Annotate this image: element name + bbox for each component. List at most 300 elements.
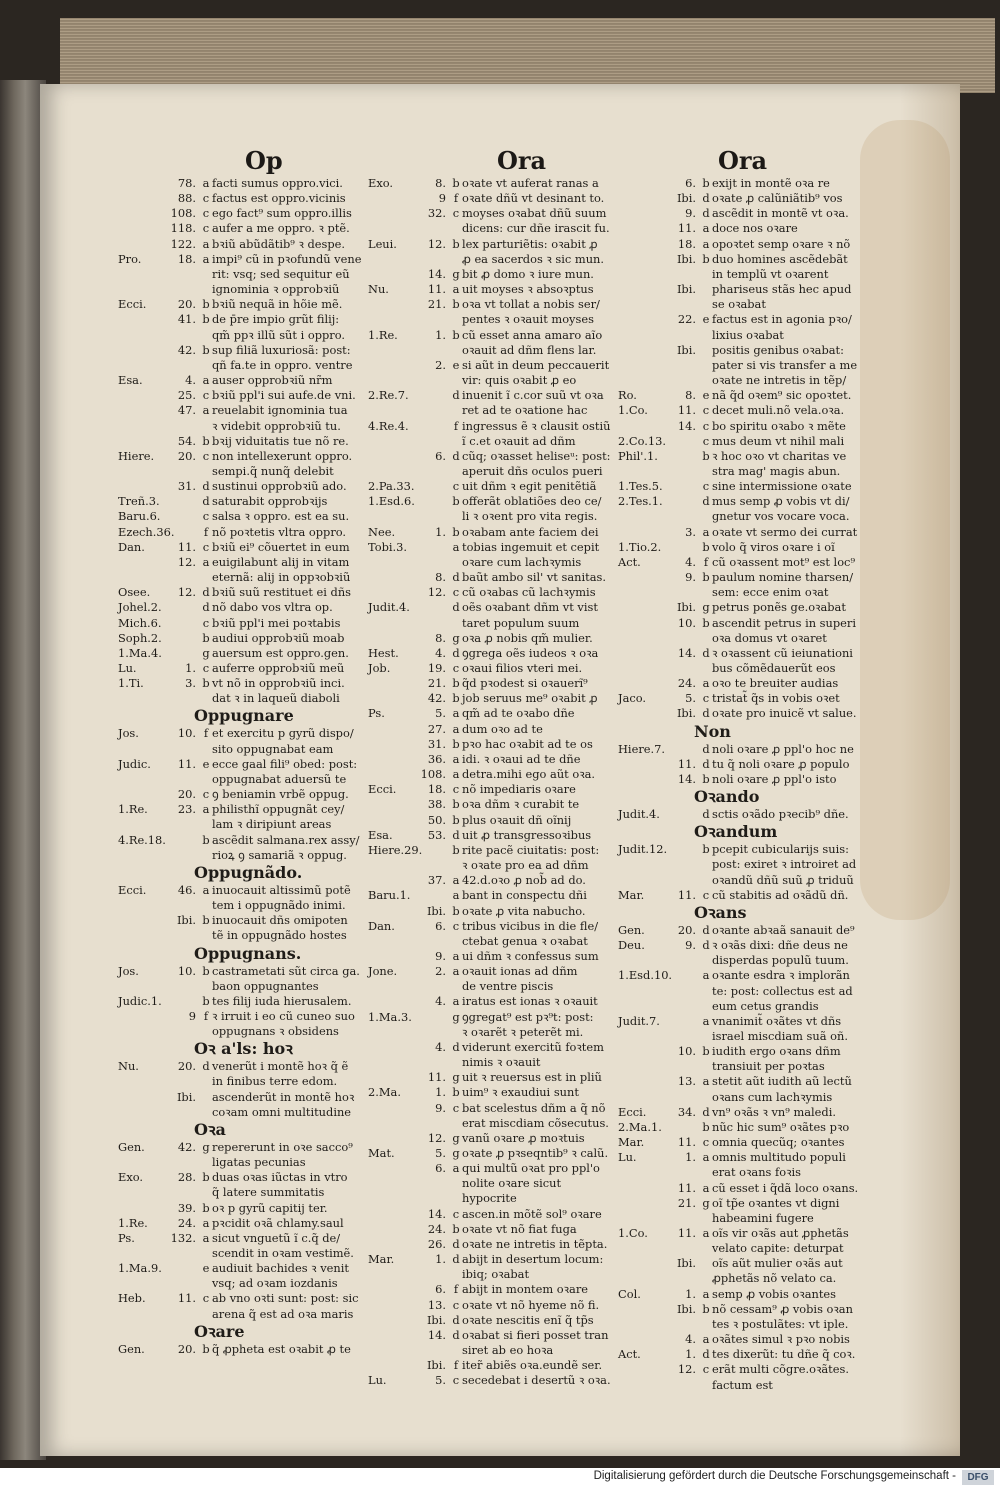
bible-book-reference <box>618 191 664 206</box>
citation-text: oꝛãtes simul ꝛ pꝛo nobis <box>712 1332 850 1347</box>
citation-text: offerãt oblatiões deo ce/ <box>462 494 602 509</box>
section-letter <box>450 1267 462 1282</box>
citation-text: nõ cessam⁹ ꝓ vobis oꝛan <box>712 1301 853 1316</box>
citation-text: ꝛ oꝛarẽt ꝛ peterẽt mi. <box>462 1024 584 1039</box>
bible-book-reference <box>368 1222 414 1237</box>
section-letter: e <box>452 357 460 372</box>
section-letter: d <box>702 938 710 953</box>
chapter-number: 13. <box>677 1074 696 1089</box>
bible-book-reference: Lu. <box>368 1373 387 1388</box>
citation-text: lixius oꝛabat <box>712 327 784 342</box>
bible-book-reference: Gen. <box>118 1341 145 1356</box>
bible-book-reference: Exo. <box>118 1170 144 1185</box>
citation-text: secedebat i desertũ ꝛ oꝛa. <box>462 1373 611 1388</box>
bible-book-reference <box>618 282 664 297</box>
bible-book-reference: Heb. <box>118 1291 146 1306</box>
bible-book-reference <box>368 297 414 312</box>
bible-book-reference <box>618 1211 664 1226</box>
bible-book-reference <box>118 691 164 706</box>
chapter-number: 37. <box>427 873 446 888</box>
chapter-number: 10. <box>177 726 196 741</box>
citation-text: velato capite: deturpat <box>712 1241 844 1256</box>
section-letter: c <box>202 206 210 221</box>
section-letter: d <box>702 1347 710 1362</box>
chapter-number: 12. <box>427 236 446 251</box>
chapter-number: 22. <box>677 312 696 327</box>
index-line <box>618 358 912 373</box>
bible-book-reference: Hiere.29. <box>368 842 423 857</box>
bible-book-reference <box>618 1181 664 1196</box>
citation-text: habeamini fugere <box>712 1210 814 1225</box>
chapter-number <box>414 494 450 509</box>
section-letter: a <box>702 221 710 236</box>
bible-book-reference <box>618 358 664 373</box>
bible-book-reference <box>368 252 414 267</box>
chapter-number: 42. <box>427 691 446 706</box>
index-line <box>618 1150 912 1165</box>
bible-book-reference: Jos. <box>118 963 139 978</box>
chapter-number: 11. <box>177 756 196 771</box>
chapter-number: 12. <box>177 585 196 600</box>
bible-book-reference <box>118 176 164 191</box>
chapter-number <box>164 1074 200 1089</box>
citation-text: oꝛa ꝓ nobis qm̃ mulier. <box>462 630 593 645</box>
citation-text: sito oppugnabat eam <box>212 741 334 756</box>
bible-book-reference: 1.Co. <box>618 1226 648 1240</box>
bible-book-reference: Dan. <box>118 539 145 554</box>
bible-book-reference <box>118 742 164 757</box>
citation-text: ꝛ oꝛate pro ea ad dñm <box>462 858 589 873</box>
chapter-number <box>414 1025 450 1040</box>
bible-book-reference: 2.Ma. <box>368 1085 401 1100</box>
bible-book-reference: Ecci. <box>618 1104 647 1119</box>
section-letter: a <box>202 882 210 897</box>
chapter-number <box>414 434 450 449</box>
chapter-number: Ibi. <box>176 1089 196 1104</box>
chapter-number <box>664 449 700 464</box>
chapter-number <box>664 968 700 983</box>
chapter-number: 6. <box>685 176 696 190</box>
chapter-number: 36. <box>427 751 446 766</box>
citation-text: oꝛabam ante faciem dei <box>462 524 599 539</box>
bible-book-reference <box>118 1155 164 1170</box>
section-letter <box>700 984 712 999</box>
section-letter <box>200 570 212 585</box>
citation-text: nõ poꝛtetis vltra oppro. <box>212 524 347 539</box>
chapter-number <box>414 1055 450 1070</box>
section-letter: e <box>702 312 710 327</box>
citation-text: rite pacẽ ciuitatis: post: <box>462 842 600 857</box>
section-letter <box>450 312 462 327</box>
section-letter: a <box>702 524 710 539</box>
section-letter <box>700 661 712 676</box>
citation-text: noli oꝛare ꝓ ppl'o isto <box>712 771 837 786</box>
section-letter: a <box>452 706 460 721</box>
section-letter: b <box>452 691 460 706</box>
bible-book-reference: Soph.2. <box>118 630 162 645</box>
chapter-number <box>164 267 200 282</box>
bible-book-reference <box>618 570 664 585</box>
index-line <box>618 807 912 822</box>
chapter-number <box>664 873 700 888</box>
bible-book-reference <box>368 676 414 691</box>
chapter-number: 6. <box>435 1161 446 1176</box>
bible-book-reference <box>618 984 664 999</box>
section-letter: d <box>702 756 710 771</box>
section-letter: d <box>452 1327 460 1342</box>
bible-book-reference <box>368 1176 414 1191</box>
citation-text: uim⁹ ꝛ exaudiui sunt <box>462 1085 579 1100</box>
section-letter: c <box>702 403 710 418</box>
index-line <box>618 1044 912 1059</box>
bible-book-reference <box>618 953 664 968</box>
citation-text: baon oppugnantes <box>212 978 319 993</box>
index-line <box>618 1090 912 1105</box>
index-line <box>618 373 912 388</box>
section-letter: b <box>702 1044 710 1059</box>
section-letter: c <box>202 509 210 524</box>
chapter-number <box>414 509 450 524</box>
citation-text: disperdas populũ tuum. <box>712 953 849 968</box>
bible-book-reference <box>368 1313 414 1328</box>
chapter-number <box>164 464 200 479</box>
chapter-number: 6. <box>435 1282 446 1297</box>
chapter-number <box>414 843 450 858</box>
section-letter <box>700 1165 712 1180</box>
index-line <box>618 494 912 509</box>
chapter-number: Ibi. <box>676 251 696 266</box>
chapter-number: 54. <box>177 433 196 448</box>
chapter-number: 10. <box>677 1044 696 1059</box>
column-header-3: Ora <box>718 146 768 175</box>
section-letter <box>200 1307 212 1322</box>
chapter-number: 3. <box>185 676 196 691</box>
section-letter: a <box>202 554 210 569</box>
section-letter <box>200 1185 212 1200</box>
citation-text: bit ꝓ domo ꝛ iure mun. <box>462 266 594 281</box>
bible-book-reference: Ps. <box>118 1230 135 1245</box>
section-letter: f <box>703 554 709 569</box>
section-letter <box>200 464 212 479</box>
index-line <box>618 585 912 600</box>
bible-book-reference <box>618 1029 664 1044</box>
citation-text: bꝛiũ ppl'i sui aufe.de vni. <box>212 388 356 403</box>
bible-book-reference: Ps. <box>368 706 385 721</box>
chapter-number <box>414 464 450 479</box>
chapter-number: 5. <box>435 1146 446 1160</box>
section-letter: a <box>702 1074 710 1089</box>
bible-book-reference <box>618 857 664 872</box>
section-letter: d <box>202 479 210 494</box>
chapter-number <box>164 848 200 863</box>
citation-text: qm̃ ppꝛ illũ sũt i oppro. <box>212 327 346 342</box>
chapter-number: 9 <box>188 1008 196 1023</box>
bible-book-reference: Judit.4. <box>618 807 660 822</box>
section-letter: b <box>202 913 210 928</box>
section-letter: b <box>452 236 460 251</box>
chapter-number <box>414 540 450 555</box>
section-letter: g <box>452 1146 460 1160</box>
section-letter: b <box>452 903 460 918</box>
section-letter: b <box>702 842 710 857</box>
chapter-number: 13. <box>427 1297 446 1312</box>
index-line <box>618 1332 912 1347</box>
chapter-number <box>664 999 700 1014</box>
chapter-number <box>164 1246 200 1261</box>
section-letter <box>450 1176 462 1191</box>
index-line <box>618 1074 912 1089</box>
chapter-number <box>664 1059 700 1074</box>
citation-text: abijt in desertum locum: <box>462 1252 604 1267</box>
chapter-number <box>164 509 200 524</box>
index-line <box>618 631 912 646</box>
bible-book-reference <box>618 600 664 615</box>
chapter-number: Ibi. <box>676 342 696 357</box>
bible-book-reference: Dan. <box>368 918 395 933</box>
section-letter <box>700 328 712 343</box>
index-line <box>618 1059 912 1074</box>
citation-text: qm̃ ad te oꝛabo dñe <box>462 706 575 721</box>
chapter-number: 9. <box>435 1100 446 1115</box>
citation-text: oꝛate vt nõ fiat fuga <box>462 1221 577 1236</box>
index-line <box>618 757 912 772</box>
index-line <box>618 388 912 403</box>
bible-book-reference <box>118 1105 164 1120</box>
chapter-number: 9. <box>685 570 696 585</box>
chapter-number: 9. <box>685 938 696 953</box>
chapter-number: 5. <box>685 691 696 706</box>
citation-text: auferre opprobꝛiũ meũ <box>212 661 345 675</box>
chapter-number: 1. <box>435 327 446 342</box>
chapter-number: 10. <box>177 963 196 978</box>
section-letter: c <box>202 448 210 463</box>
entry-heading: Oꝛans <box>694 902 747 922</box>
index-line <box>618 540 912 555</box>
citation-text: sem: ecce enim oꝛat <box>712 585 829 600</box>
bible-book-reference <box>368 691 414 706</box>
bible-book-reference <box>618 297 664 312</box>
section-letter: c <box>702 1135 710 1150</box>
chapter-number <box>164 1024 200 1039</box>
citation-text: eum cetus grandis <box>712 998 819 1013</box>
section-letter: d <box>452 570 460 585</box>
section-letter: d <box>202 1059 210 1074</box>
chapter-number <box>164 691 200 706</box>
chapter-number <box>664 1120 700 1135</box>
index-line <box>618 1165 912 1180</box>
section-letter: g <box>702 1195 710 1210</box>
section-letter: c <box>702 433 710 448</box>
bible-book-reference <box>368 1161 414 1176</box>
citation-text: dat ꝛ in laqueũ diaboli <box>212 691 340 706</box>
section-letter: c <box>702 479 710 494</box>
citation-text: oꝛabat si fieri posset tran <box>462 1327 609 1342</box>
citation-text: ctebat genua ꝛ oꝛabat <box>462 933 588 948</box>
citation-text: job seruus me⁹ oꝛabit ꝓ <box>462 691 598 706</box>
chapter-number <box>664 807 700 822</box>
index-line <box>618 221 912 236</box>
citation-text: transiuit per poꝛtas <box>712 1059 825 1074</box>
section-letter: g <box>202 645 210 660</box>
bible-book-reference: 1.Tio.2. <box>618 539 662 554</box>
citation-text: mus deum vt nihil mali <box>712 433 845 448</box>
section-letter: c <box>452 585 460 600</box>
bible-book-reference: Johel.2. <box>118 600 162 615</box>
section-letter: g <box>452 630 460 645</box>
section-letter <box>700 1090 712 1105</box>
chapter-number: 11. <box>677 756 696 771</box>
chapter-number: 14. <box>427 266 446 281</box>
citation-text: ꝛ oꝛassent cũ ieiunationi <box>712 645 853 660</box>
citation-text: ret ad te oꝛatione hac <box>462 403 588 418</box>
index-line <box>618 1378 912 1393</box>
citation-text: impi⁹ cũ in pꝛofundũ vene <box>212 251 362 266</box>
section-letter: a <box>452 539 460 554</box>
citation-text: duas oꝛas iũctas in vtro <box>212 1170 348 1185</box>
chapter-number: 6. <box>435 918 446 933</box>
citation-text: ego fact⁹ sum oppro.illis <box>212 206 352 221</box>
section-letter: b <box>452 676 460 691</box>
section-letter <box>200 817 212 832</box>
bible-book-reference: Mar. <box>618 887 645 902</box>
bible-book-reference: Exo. <box>368 176 394 190</box>
chapter-number <box>414 600 450 615</box>
section-letter <box>450 221 462 236</box>
citation-text: in finibus terre edom. <box>212 1074 338 1089</box>
section-letter: d <box>202 585 210 600</box>
section-letter: a <box>702 1013 710 1028</box>
section-letter: c <box>452 1297 460 1312</box>
chapter-number: 18. <box>427 782 446 797</box>
chapter-number: 31. <box>177 479 196 494</box>
section-letter <box>200 1276 212 1291</box>
chapter-number: 11. <box>677 221 696 236</box>
chapter-number <box>664 842 700 857</box>
index-line <box>618 525 912 540</box>
citation-text: ascẽdit salmana.rex assy/ <box>212 832 360 847</box>
index-line <box>618 661 912 676</box>
chapter-number <box>414 555 450 570</box>
section-letter: c <box>452 1206 460 1221</box>
citation-text: dicens: cur dñe irascit fu. <box>462 221 610 236</box>
entry-heading: Oꝛandum <box>694 822 778 842</box>
section-letter: a <box>202 373 210 388</box>
chapter-number: Ibi. <box>426 903 446 918</box>
citation-text: bus cõmẽdauerũt eos <box>712 661 836 675</box>
citation-text: oꝛauit ad dñm flens lar. <box>462 342 597 357</box>
chapter-number: 132. <box>170 1230 196 1245</box>
citation-text: uit ꝓ transgressoꝛibus <box>462 827 592 842</box>
bible-book-reference <box>368 1358 414 1373</box>
bible-book-reference <box>368 343 414 358</box>
bible-book-reference <box>618 267 664 282</box>
citation-text: euigilabunt alij in vitam <box>212 554 350 569</box>
chapter-number <box>664 1090 700 1105</box>
index-line <box>618 176 912 191</box>
bible-book-reference <box>118 403 164 418</box>
citation-text: q̃d pꝛodest si oꝛauerĩ⁹ <box>462 676 588 691</box>
bible-book-reference: Job. <box>368 661 391 675</box>
bible-book-reference: Ezech.36. <box>118 524 175 539</box>
citation-text: lam ꝛ diripiunt areas <box>212 817 332 832</box>
chapter-number <box>414 1267 450 1282</box>
section-letter: c <box>202 221 210 236</box>
section-letter: g <box>452 1009 460 1024</box>
section-letter: b <box>202 1170 210 1185</box>
section-letter <box>450 1025 462 1040</box>
chapter-number <box>164 1155 200 1170</box>
section-letter: d <box>702 922 710 937</box>
citation-text: oꝛate vt nõ hyeme nõ fi. <box>462 1297 600 1312</box>
chapter-number: 11. <box>177 1291 196 1306</box>
bible-book-reference <box>118 479 164 494</box>
citation-text: ĩ c.et oꝛauit ad dñm <box>462 433 576 448</box>
citation-text: oꝛate ne intretis in tẽp/ <box>712 373 847 388</box>
chapter-number <box>664 358 700 373</box>
chapter-number <box>664 742 700 757</box>
bible-book-reference <box>118 913 164 928</box>
bible-book-reference: Act. <box>618 1347 641 1362</box>
citation-text: nolite oꝛare sicut <box>462 1176 562 1191</box>
chapter-number <box>414 343 450 358</box>
bible-book-reference <box>368 1070 414 1085</box>
chapter-number: 12. <box>427 1130 446 1145</box>
section-letter: c <box>452 661 460 675</box>
bible-book-reference <box>618 525 664 540</box>
section-letter: b <box>702 176 710 190</box>
citation-text: ascendit petrus in superi <box>712 615 856 630</box>
citation-text: tu q̃ noli oꝛare ꝓ populo <box>712 756 850 771</box>
citation-text: audiui opprobꝛiũ moab <box>212 630 345 645</box>
section-letter: f <box>453 191 459 206</box>
bible-book-reference: 1.Re. <box>118 1215 148 1230</box>
bible-book-reference <box>368 267 414 282</box>
chapter-number <box>414 479 450 494</box>
citation-text: cũ esset i q̃dã loco oꝛans. <box>712 1180 859 1195</box>
entry-heading: Oppugnãdo. <box>194 862 303 882</box>
bible-book-reference: 1.Esd.10. <box>618 968 673 983</box>
citation-text: factus est oppro.vicinis <box>212 191 346 206</box>
section-letter: f <box>453 1358 459 1373</box>
chapter-number: 14. <box>427 1327 446 1342</box>
index-line <box>618 1256 912 1271</box>
chapter-number: 12. <box>177 554 196 569</box>
section-letter: d <box>202 600 210 615</box>
citation-text: bꝛiũ ppl'i mei poꝛtabis <box>212 615 341 630</box>
section-letter: e <box>702 388 710 403</box>
bible-book-reference: Judic. <box>118 756 151 771</box>
chapter-number <box>164 1307 200 1322</box>
bible-book-reference <box>368 312 414 327</box>
index-line <box>618 1181 912 1196</box>
index-line <box>618 206 912 221</box>
bible-book-reference: Ecci. <box>118 297 147 312</box>
section-letter: b <box>452 797 460 812</box>
chapter-number <box>664 267 700 282</box>
section-letter: b <box>702 251 710 266</box>
citation-text: oꝛans cum lachꝛymis <box>712 1089 833 1104</box>
chapter-number <box>164 616 200 631</box>
bible-book-reference <box>618 221 664 236</box>
section-letter: e <box>202 1261 210 1276</box>
citation-text: bꝛiũ suũ restituet ei dñs <box>212 585 352 600</box>
bible-book-reference <box>118 928 164 943</box>
citation-text: duo homines ascẽdebãt <box>712 251 848 266</box>
index-line <box>618 267 912 282</box>
citation-text: nũc hic sum⁹ oꝛãtes pꝛo <box>712 1119 850 1134</box>
citation-text: ascenderũt in montẽ hoꝛ <box>212 1089 355 1104</box>
chapter-number <box>164 1185 200 1200</box>
